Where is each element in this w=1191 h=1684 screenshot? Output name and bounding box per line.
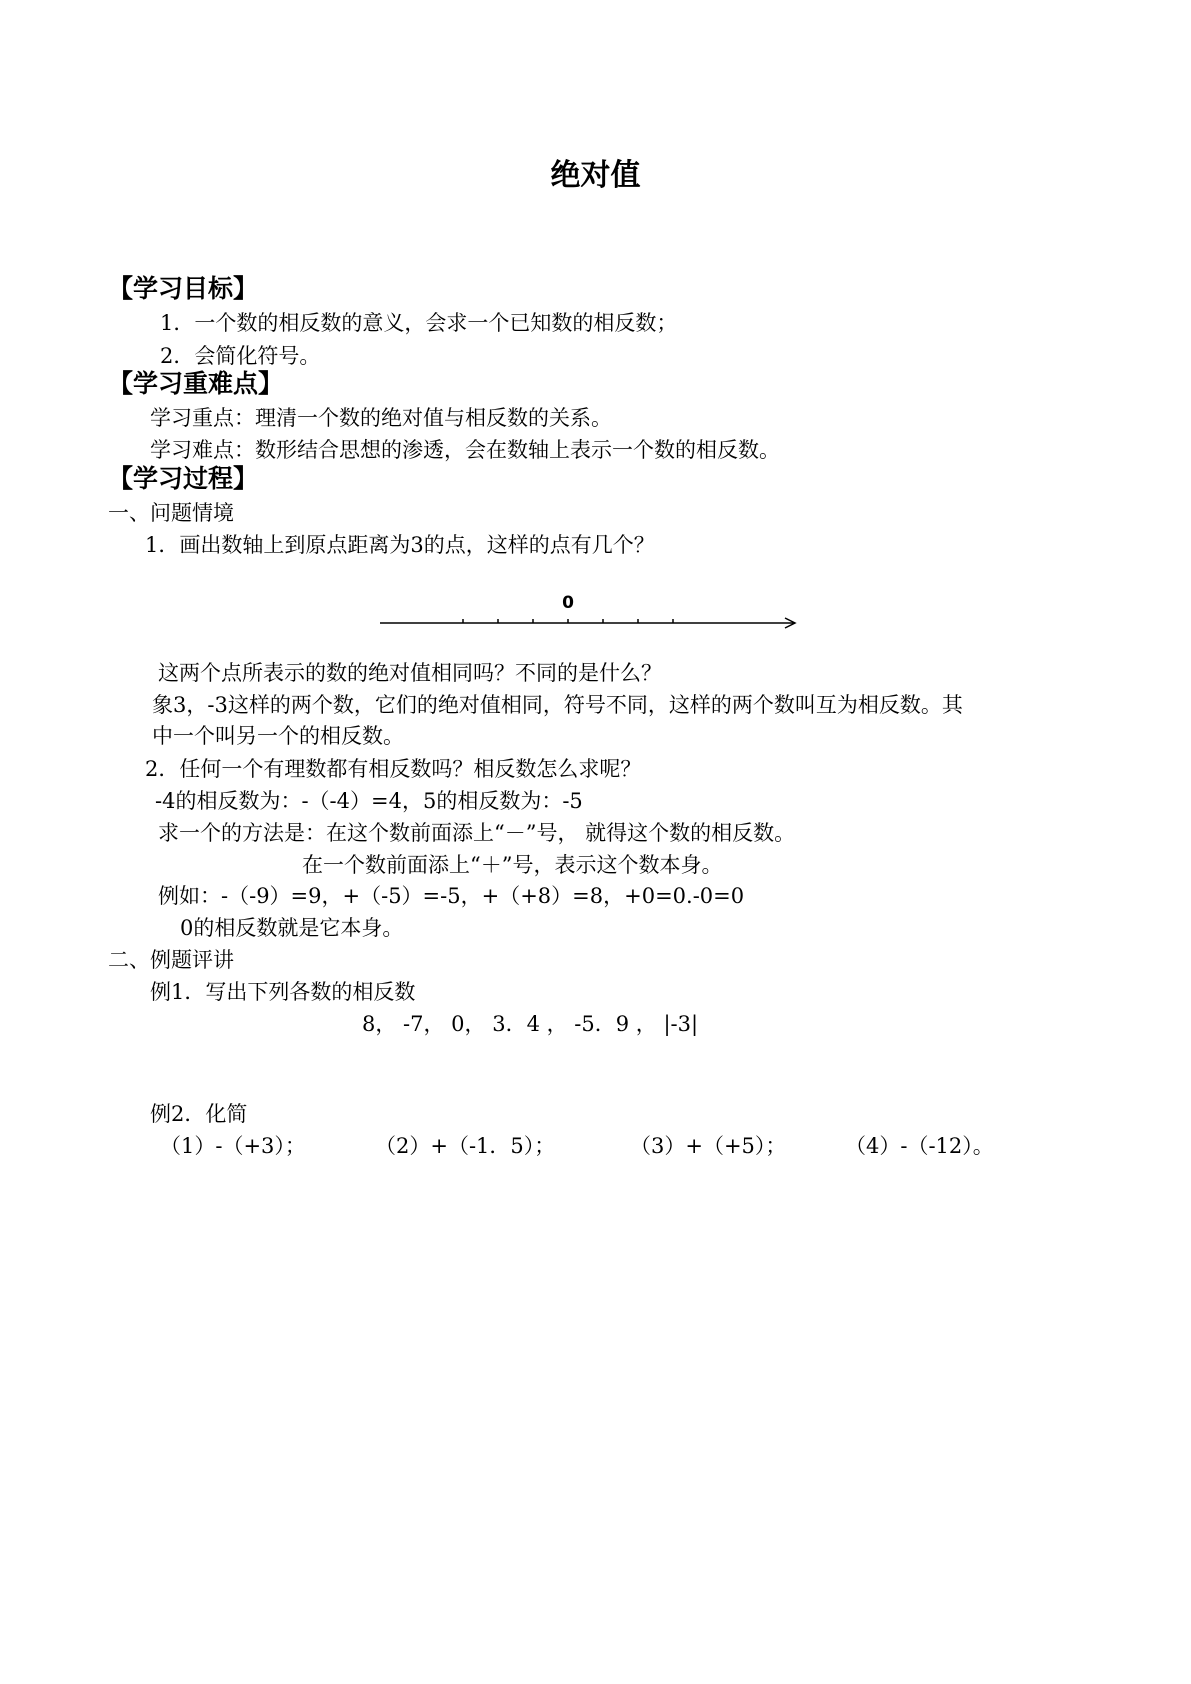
process-heading: 【学习过程】 — [108, 464, 259, 493]
explanation-line-1: 象3，-3这样的两个数，它们的绝对值相同，符号不同，这样的两个数叫互为相反数。其 — [152, 693, 963, 717]
example-1-title: 例1．写出下列各数的相反数 — [150, 980, 416, 1004]
method-plus: 在一个数前面添上“＋”号，表示这个数本身。 — [302, 853, 723, 877]
part1-heading: 一、问题情境 — [108, 501, 234, 525]
example-2-item-1: （1）-（+3）； — [160, 1134, 306, 1158]
question-2-example: -4的相反数为：-（-4）=4，5的相反数为：-5 — [155, 789, 583, 813]
question-1: 1．画出数轴上到原点距离为3的点，这样的点有几个？ — [145, 533, 655, 557]
zero-note: 0的相反数就是它本身。 — [180, 916, 404, 940]
goal-item-2: 2．会简化符号。 — [160, 344, 321, 368]
example-2-title: 例2．化简 — [150, 1102, 248, 1126]
question-1-followup: 这两个点所表示的数的绝对值相同吗？不同的是什么？ — [158, 661, 662, 685]
goals-heading: 【学习目标】 — [108, 274, 259, 303]
key-difficulty: 学习难点：数形结合思想的渗透，会在数轴上表示一个数的相反数。 — [150, 438, 780, 462]
key-points-heading: 【学习重难点】 — [108, 369, 284, 398]
example-1-numbers: 8， -7， 0， 3．4 ， -5．9 ， |-3| — [362, 1012, 699, 1036]
key-focus: 学习重点：理清一个数的绝对值与相反数的关系。 — [150, 406, 612, 430]
goal-item-1: 1．一个数的相反数的意义，会求一个已知数的相反数； — [160, 311, 678, 335]
example-2-item-2: （2）+（-1．5）； — [375, 1134, 556, 1158]
example-2-item-4: （4）-（-12）。 — [845, 1134, 994, 1158]
explanation-line-2: 中一个叫另一个的相反数。 — [152, 724, 404, 748]
part2-heading: 二、例题评讲 — [108, 948, 234, 972]
example-2-item-3: （3）+（+5）； — [630, 1134, 787, 1158]
method-minus: 求一个的方法是：在这个数前面添上“－”号， 就得这个数的相反数。 — [158, 821, 796, 845]
sign-examples: 例如：-（-9）=9，+（-5）=-5，+（+8）=8，+0=0.-0=0 — [158, 884, 745, 908]
question-2: 2．任何一个有理数都有相反数吗？相反数怎么求呢？ — [145, 757, 642, 781]
origin-label: 0 — [562, 593, 574, 613]
document-title: 绝对值 — [550, 158, 641, 193]
number-line-diagram — [380, 590, 800, 630]
